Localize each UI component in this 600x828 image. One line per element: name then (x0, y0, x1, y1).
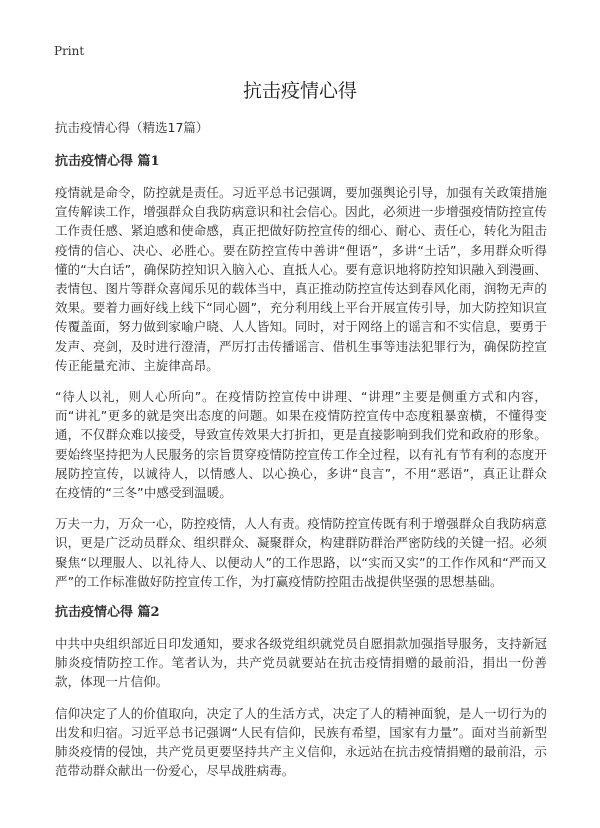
paragraph: “待人以礼，则人心所向”。在疫情防控宣传中讲理、“讲理”主要是侧重方式和内容，而“讲礼”更多的就是突出态度的问题。如果在疫情防控宣传中态度粗暴蛮横，不懂得变通，不仅群众难以接受，导致宣传效果大打折扣，更是直接影响到我们党和政府的形象。要始终坚持把为人民服务的宗旨贯穿疫情防控宣传工作全过程，以有礼有节有利的态度开展防控宣传，以诚待人，以情感人、以心换心，多讲“良言”，不用“恶语”，真正让群众在疫情的“三冬”中感受到温暖。 (55, 389, 547, 501)
document-subtitle: 抗击疫情心得（精选17篇） (55, 120, 209, 135)
section-2 (55, 603, 547, 780)
document-body (55, 118, 547, 792)
paragraph: 信仰决定了人的价值取向，决定了人的生活方式，决定了人的精神面貌，是人一切行为的出发和归宿。习近平总书记强调“人民有信仰，民族有希望，国家有力量”。面对当前新型肺炎疫情的侵蚀，共产党员更要坚持共产主义信仰，永远站在抗击疫情捐赠的最前沿，示范带动群众献出一份爱心，尽早战胜病毒。 (55, 705, 547, 779)
paragraph: 疫情就是命令，防控就是责任。习近平总书记强调，要加强舆论引导，加强有关政策措施宣传解读工作，增强群众自我防病意识和社会信心。因此，必须进一步增强疫情防控宣传工作责任感、紧迫感和使命感，真正把做好防控宣传的细心、耐心、责任心，转化为阻击疫情的信心、决心、必胜心。要在防控宣传中善讲“俚语”，多讲“土话”，多用群众听得懂的“大白话”，确保防控知识入脑入心、直抵人心。要有意识地将防控知识融入到漫画、表情包、图片等群众喜闻乐见的载体当中，真正推动防控宣传达到春风化雨，润物无声的效果。要着力画好线上线下“同心圆”，充分利用线上平台开展宣传引导，加大防控知识宣传覆盖面，努力做到家喻户晓、人人皆知。同时，对于网络上的谣言和不实信息，要勇于发声、亮剑，及时进行澄清，严厉打击传播谣言、借机生事等违法犯罪行为，确保防控宣传正能量充沛、主旋律高昂。 (55, 185, 547, 373)
page-title: 抗击疫情心得 (242, 80, 357, 102)
paragraph: 万夫一力，万众一心，防控疫情，人人有责。疫情防控宣传既有利于增强群众自我防病意识，更是广泛动员群众、组织群众、凝聚群众，构建群防群治严密防线的关键一招。必须聚焦“以理服人、以礼待人、以便动人”的工作思路，以“实而又实”的工作作风和“严而又严”的工作标准做好防控宣传工作，为打赢疫情防控阻击战提供坚强的思想基础。 (55, 516, 547, 589)
section-heading: 抗击疫情心得 篇2 (55, 605, 160, 621)
section-1 (55, 152, 547, 591)
print-link[interactable]: Print (54, 44, 85, 58)
section-heading: 抗击疫情心得 篇1 (55, 154, 160, 169)
paragraph: 中共中央组织部近日印发通知，要求各级党组织就党员自愿捐款加强指导服务，支持新冠肺炎疫情防控工作。笔者认为，共产党员就要站在抗击疫情捐赠的最前沿，捐出一份善款，体现一片信仰。 (55, 636, 547, 690)
